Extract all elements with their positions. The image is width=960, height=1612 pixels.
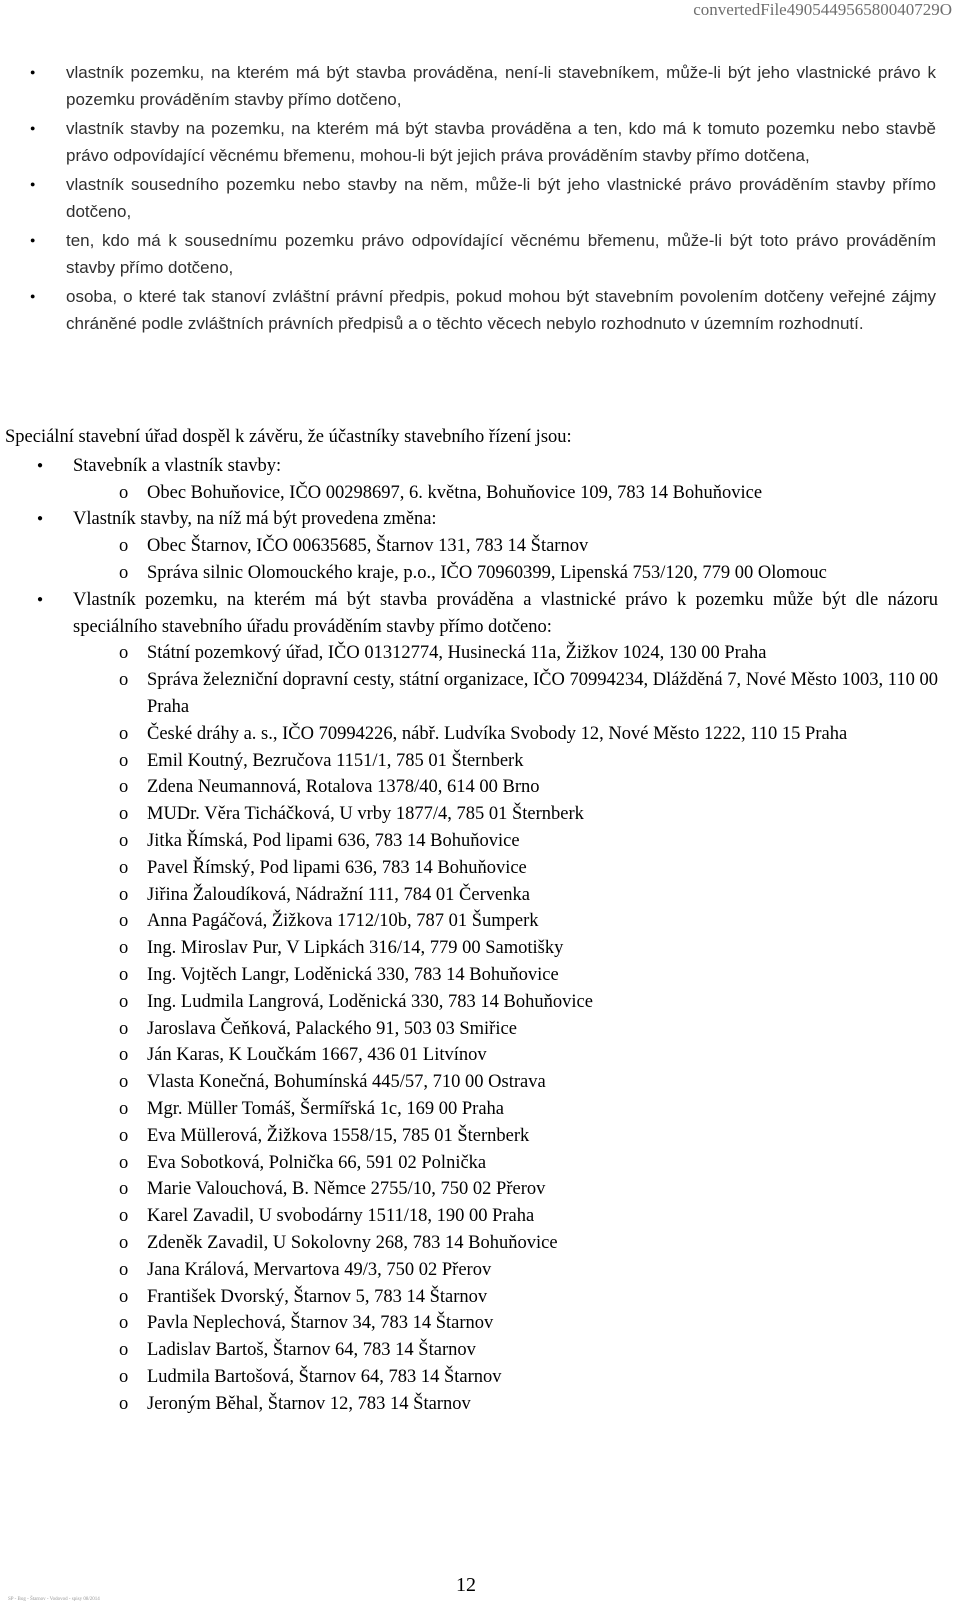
participant-text: Správa železniční dopravní cesty, státní organizace, IČO 70994234, Dlážděná 7, Nové Město 1003, 110 00 Praha xyxy=(147,670,938,717)
participant-text: František Dvorský, Štarnov 5, 783 14 Štarnov xyxy=(147,1286,488,1307)
participant-group xyxy=(5,453,938,507)
sub-bullet-icon: o xyxy=(119,1313,129,1334)
participant-item xyxy=(73,801,938,828)
sub-bullet-icon: o xyxy=(119,1206,129,1227)
participants-section xyxy=(5,424,938,1417)
participant-item xyxy=(73,962,938,989)
sub-bullet-icon: o xyxy=(119,562,129,583)
participant-item xyxy=(73,667,938,721)
sub-bullet-icon: o xyxy=(119,804,129,825)
participant-text: Marie Valouchová, B. Němce 2755/10, 750 02 Přerov xyxy=(147,1179,546,1200)
sub-bullet-icon: o xyxy=(119,1152,129,1173)
sub-bullet-icon: o xyxy=(119,670,129,691)
participant-text: České dráhy a. s., IČO 70994226, nábř. Ludvíka Svobody 12, Nové Město 1222, 110 15 Praha xyxy=(147,723,848,744)
sub-bullet-icon: o xyxy=(119,1072,129,1093)
participant-item xyxy=(73,1176,938,1203)
sub-bullet-icon: o xyxy=(119,750,129,771)
participant-item xyxy=(73,1391,938,1418)
participant-item xyxy=(73,1337,938,1364)
participant-group xyxy=(5,587,938,1418)
participant-list xyxy=(73,533,938,587)
sub-bullet-icon: o xyxy=(119,911,129,932)
criteria-item: ● vlastník sousedního pozemku nebo stavby na něm, může-li být jeho vlastnické právo prováděním stavby přímo dotčeno, xyxy=(30,172,936,225)
sub-bullet-icon: o xyxy=(119,1393,129,1414)
participant-item xyxy=(73,640,938,667)
bullet-icon: ● xyxy=(37,513,44,525)
sub-bullet-icon: o xyxy=(119,1366,129,1387)
sub-bullet-icon: o xyxy=(119,1340,129,1361)
participant-text: Eva Sobotková, Polnička 66, 591 02 Polnička xyxy=(147,1152,487,1173)
participant-item xyxy=(73,1284,938,1311)
sub-bullet-icon: o xyxy=(119,938,129,959)
participant-item xyxy=(73,1123,938,1150)
participant-text: Ludmila Bartošová, Štarnov 64, 783 14 Štarnov xyxy=(147,1366,502,1387)
participant-text: Ján Karas, K Loučkám 1667, 436 01 Litvínov xyxy=(147,1045,487,1066)
participant-item xyxy=(73,989,938,1016)
participant-item xyxy=(73,882,938,909)
participants-intro: Speciální stavební úřad dospěl k závěru, že účastníky stavebního řízení jsou: xyxy=(5,427,572,447)
footer-reference: SP - Bog - Štarnov - Vodovod - spisy 08/2014 xyxy=(8,1597,100,1602)
participant-item xyxy=(73,935,938,962)
sub-bullet-icon: o xyxy=(119,1045,129,1066)
participants-groups xyxy=(5,453,938,1418)
participant-text: Jitka Římská, Pod lipami 636, 783 14 Bohuňovice xyxy=(147,830,520,851)
participant-text: Ing. Vojtěch Langr, Loděnická 330, 783 14 Bohuňovice xyxy=(147,964,559,985)
sub-bullet-icon: o xyxy=(119,723,129,744)
participant-text: Státní pozemkový úřad, IČO 01312774, Husinecká 11a, Žižkov 1024, 130 00 Praha xyxy=(147,643,767,664)
sub-bullet-icon: o xyxy=(119,1232,129,1253)
participant-item xyxy=(73,480,938,507)
document-filename-header: convertedFile490544956580040729O xyxy=(693,0,952,19)
sub-bullet-icon: o xyxy=(119,482,129,503)
participant-text: Jaroslava Čeňková, Palackého 91, 503 03 Smiřice xyxy=(147,1018,517,1039)
participant-text: Obec Bohuňovice, IČO 00298697, 6. května, Bohuňovice 109, 783 14 Bohuňovice xyxy=(147,482,763,503)
sub-bullet-icon: o xyxy=(119,884,129,905)
participant-text: MUDr. Věra Ticháčková, U vrby 1877/4, 785 01 Šternberk xyxy=(147,804,584,825)
participant-text: Anna Pagáčová, Žižkova 1712/10b, 787 01 Šumperk xyxy=(147,911,539,932)
sub-bullet-icon: o xyxy=(119,1179,129,1200)
sub-bullet-icon: o xyxy=(119,777,129,798)
participant-text: Ing. Ludmila Langrová, Loděnická 330, 783 14 Bohuňovice xyxy=(147,991,593,1012)
participant-item xyxy=(73,1230,938,1257)
participant-text: Emil Koutný, Bezručova 1151/1, 785 01 Šternberk xyxy=(147,750,524,771)
participant-text: Jana Králová, Mervartova 49/3, 750 02 Přerov xyxy=(147,1259,492,1280)
group-label: Vlastník stavby, na níž má být provedena změna: xyxy=(73,509,437,530)
participant-text: Zdena Neumannová, Rotalova 1378/40, 614 00 Brno xyxy=(147,777,540,798)
participant-item xyxy=(73,855,938,882)
participant-text: Pavel Římský, Pod lipami 636, 783 14 Bohuňovice xyxy=(147,857,527,878)
participant-item xyxy=(73,1016,938,1043)
criteria-item: ● vlastník pozemku, na kterém má být stavba prováděna, není-li stavebníkem, může-li být jeho vlastnické právo k pozemku prováděním stavby přímo dotčeno, xyxy=(30,60,936,113)
participant-text: Karel Zavadil, U svobodárny 1511/18, 190 00 Praha xyxy=(147,1206,535,1227)
sub-bullet-icon: o xyxy=(119,1018,129,1039)
participant-text: Ladislav Bartoš, Štarnov 64, 783 14 Štarnov xyxy=(147,1340,476,1361)
participant-list xyxy=(73,480,938,507)
participant-text: Mgr. Müller Tomáš, Šermířská 1c, 169 00 Praha xyxy=(147,1098,505,1119)
group-label: Stavebník a vlastník stavby: xyxy=(73,455,282,476)
criteria-item: ● osoba, o které tak stanoví zvláštní právní předpis, pokud mohou být stavebním povolením dotčeny veřejné zájmy chráněné podle zvláštních právních předpisů a o těchto věcech nebylo rozhodnuto v územním rozhodnutí. xyxy=(30,284,936,337)
participant-item xyxy=(73,1150,938,1177)
participant-text: Zdeněk Zavadil, U Sokolovny 268, 783 14 Bohuňovice xyxy=(147,1232,558,1253)
participant-item xyxy=(73,908,938,935)
participant-item xyxy=(73,1042,938,1069)
participant-item xyxy=(73,1096,938,1123)
bullet-icon: ● xyxy=(37,459,44,471)
sub-bullet-icon: o xyxy=(119,643,129,664)
participant-text: Správa silnic Olomouckého kraje, p.o., IČO 70960399, Lipenská 753/120, 779 00 Olomouc xyxy=(147,562,827,583)
participant-item xyxy=(73,774,938,801)
participant-item xyxy=(73,1257,938,1284)
participant-item xyxy=(73,560,938,587)
participant-item xyxy=(73,748,938,775)
participant-text: Ing. Miroslav Pur, V Lipkách 316/14, 779 00 Samotišky xyxy=(147,938,564,959)
participant-item xyxy=(73,1364,938,1391)
participant-text: Jeroným Běhal, Štarnov 12, 783 14 Štarnov xyxy=(147,1393,471,1414)
participant-text: Eva Müllerová, Žižkova 1558/15, 785 01 Šternberk xyxy=(147,1125,530,1146)
criteria-item: ● ten, kdo má k sousednímu pozemku právo odpovídající věcnému břemenu, může-li být toto právo prováděním stavby přímo dotčeno, xyxy=(30,228,936,281)
sub-bullet-icon: o xyxy=(119,1259,129,1280)
participant-list xyxy=(73,640,938,1417)
participant-item xyxy=(73,1310,938,1337)
sub-bullet-icon: o xyxy=(119,536,129,557)
group-label: Vlastník pozemku, na kterém má být stavba prováděna a vlastnické právo k pozemku může být dle názoru speciálního stavebního úřadu prováděním stavby přímo dotčeno: xyxy=(73,589,938,637)
sub-bullet-icon: o xyxy=(119,991,129,1012)
participant-item xyxy=(73,533,938,560)
participant-text: Obec Štarnov, IČO 00635685, Štarnov 131, 783 14 Štarnov xyxy=(147,536,589,557)
page-number: 12 xyxy=(456,1574,476,1596)
participant-text: Vlasta Konečná, Bohumínská 445/57, 710 00 Ostrava xyxy=(147,1072,546,1093)
sub-bullet-icon: o xyxy=(119,1098,129,1119)
sub-bullet-icon: o xyxy=(119,1286,129,1307)
bullet-icon: ● xyxy=(37,593,44,605)
criteria-item: ● vlastník stavby na pozemku, na kterém má být stavba prováděna a ten, kdo má k tomuto pozemku nebo stavbě právo odpovídající věcnému břemenu, mohou-li být jejich práva prováděním stavby přímo dotčena, xyxy=(30,116,936,169)
participant-text: Pavla Neplechová, Štarnov 34, 783 14 Štarnov xyxy=(147,1313,494,1334)
participant-item xyxy=(73,721,938,748)
sub-bullet-icon: o xyxy=(119,857,129,878)
participants-criteria-list xyxy=(30,60,936,340)
sub-bullet-icon: o xyxy=(119,964,129,985)
participant-item xyxy=(73,1069,938,1096)
sub-bullet-icon: o xyxy=(119,1125,129,1146)
participant-group xyxy=(5,506,938,586)
participant-item xyxy=(73,1203,938,1230)
participant-text: Jiřina Žaloudíková, Nádražní 111, 784 01 Červenka xyxy=(147,884,530,905)
sub-bullet-icon: o xyxy=(119,830,129,851)
participant-item xyxy=(73,828,938,855)
